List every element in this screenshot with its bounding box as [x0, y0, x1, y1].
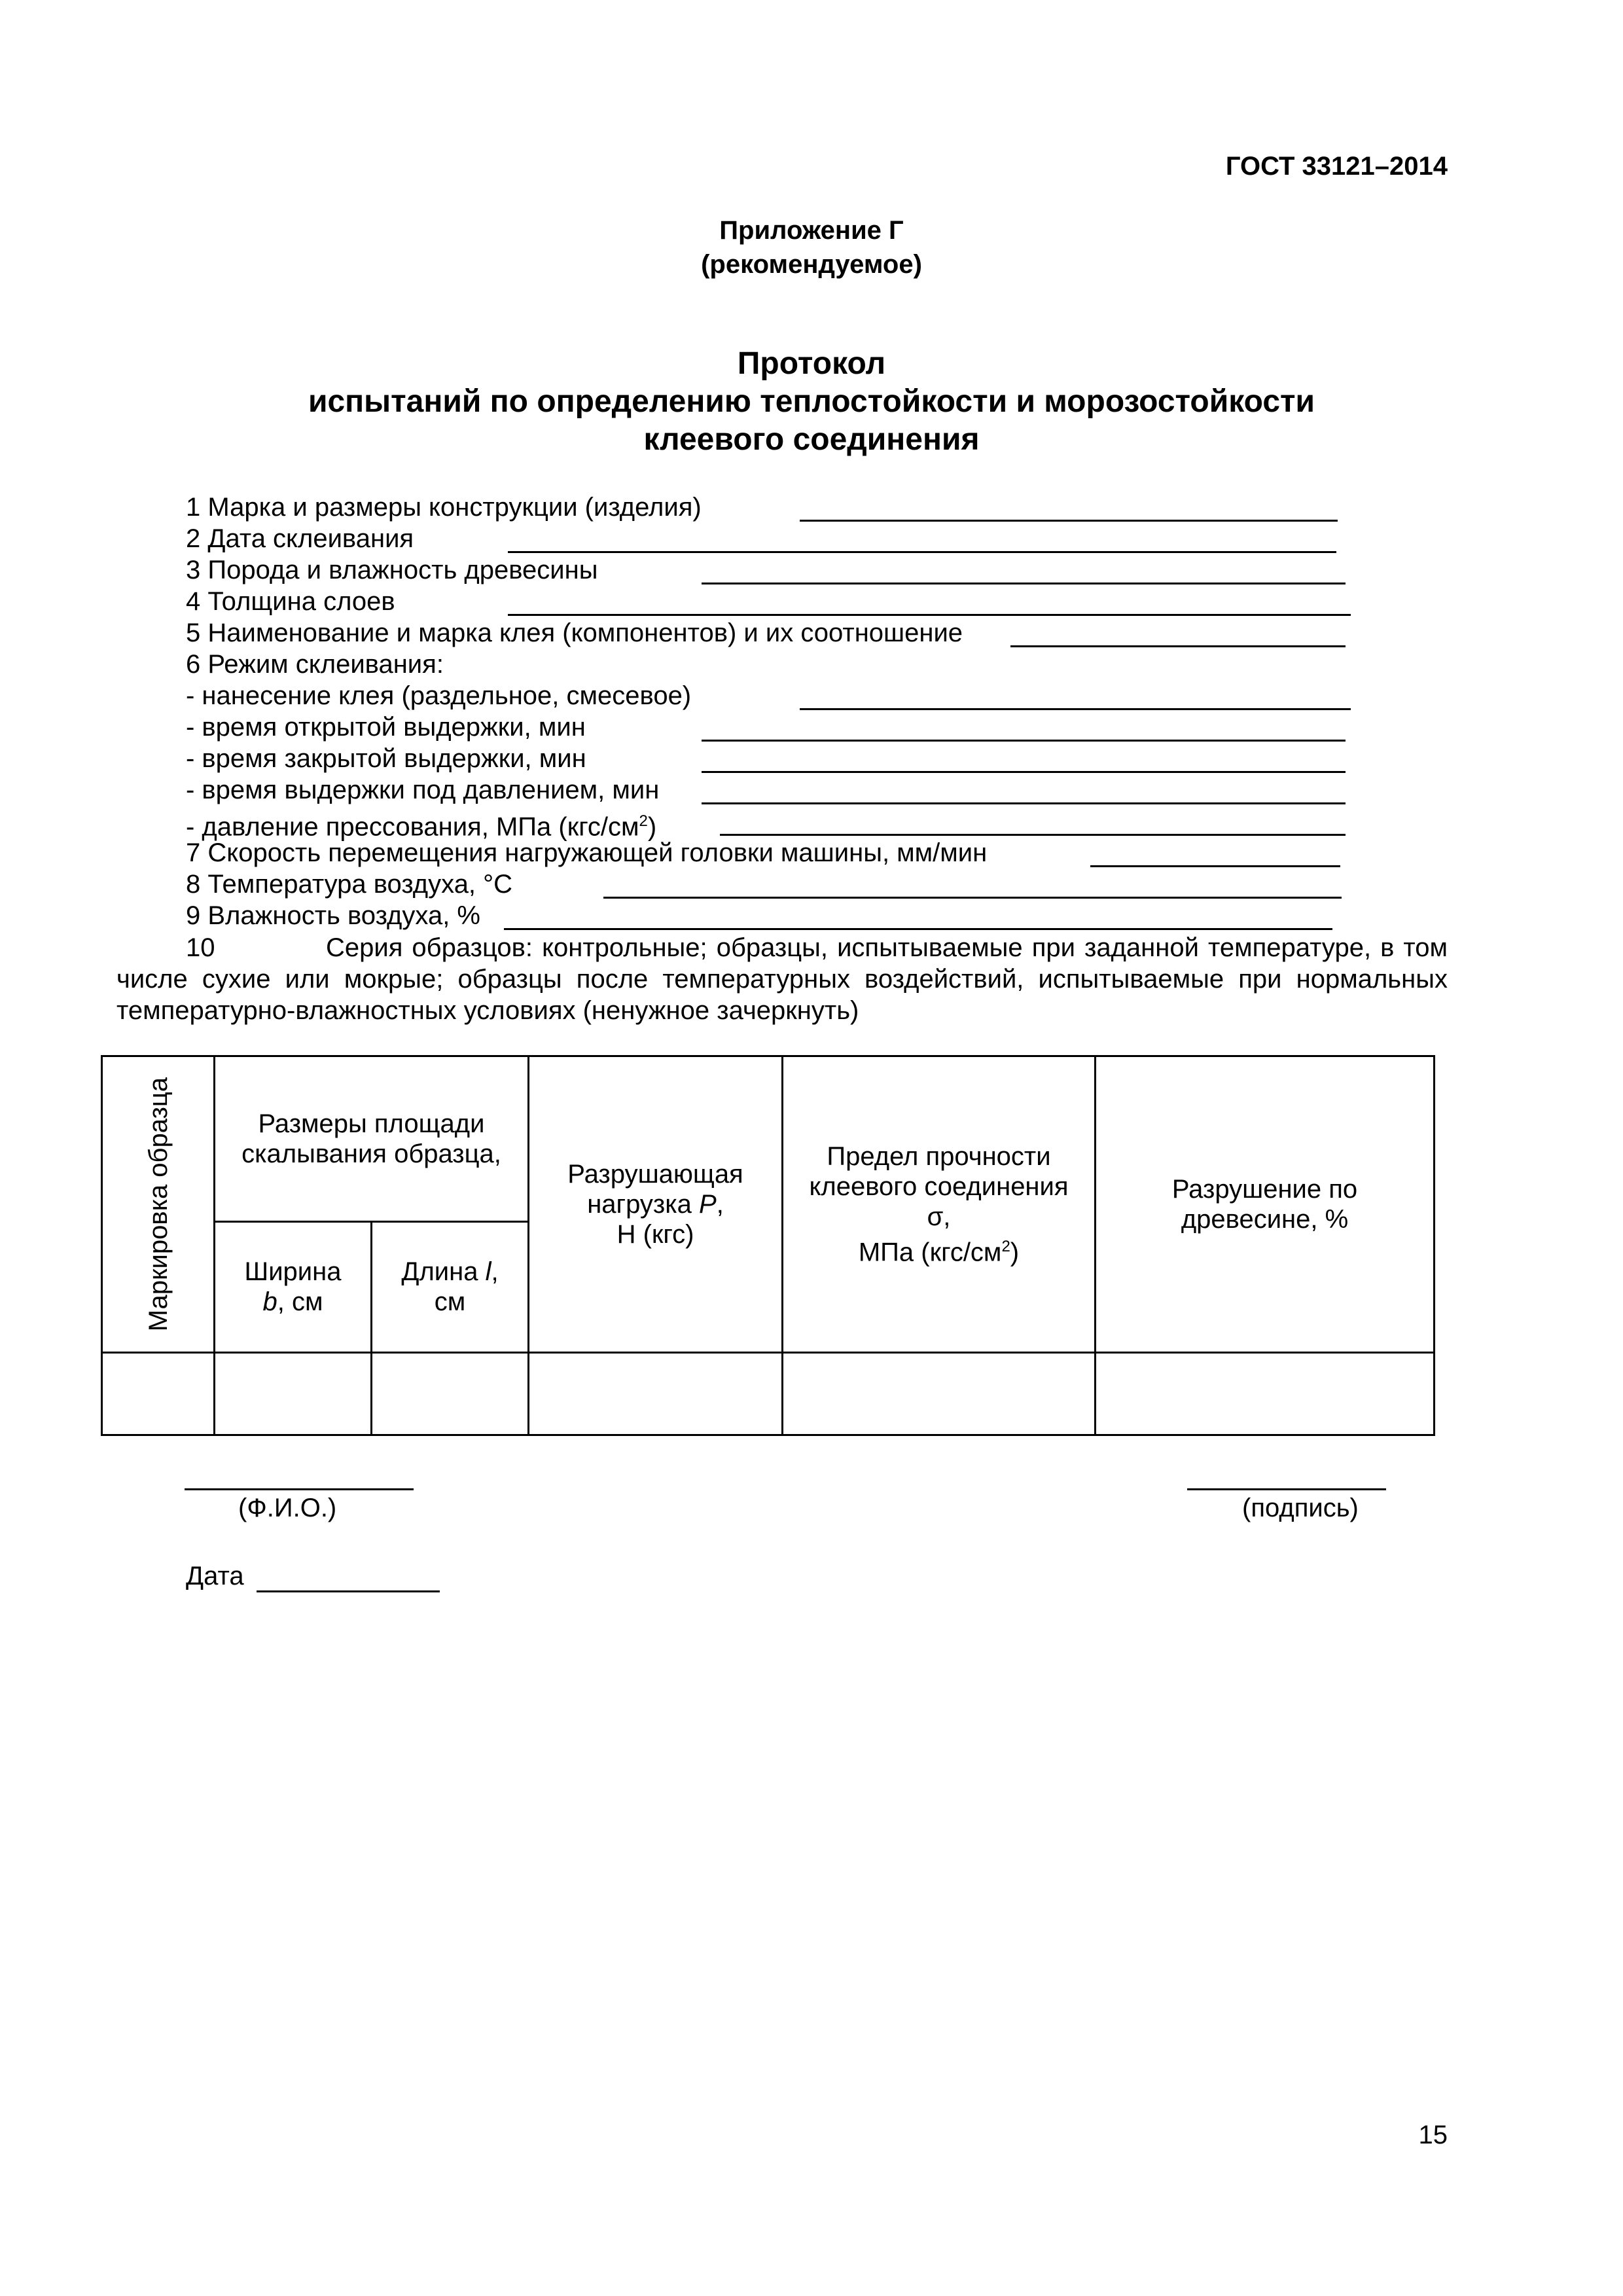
field-3-line[interactable]: [702, 583, 1346, 584]
standard-code: ГОСТ 33121–2014: [1225, 152, 1448, 181]
paragraph-10-number: 10: [186, 933, 215, 962]
field-7-line[interactable]: [1090, 865, 1340, 867]
table-row: [102, 1352, 1435, 1435]
field-6b-label: - время открытой выдержки, мин: [186, 713, 586, 742]
header-load: Разрушающая нагрузка P, Н (кгс): [529, 1056, 783, 1353]
field-2-line[interactable]: [508, 551, 1336, 553]
document-subtitle-line2: клеевого соединения: [643, 422, 980, 457]
field-6d-line[interactable]: [702, 802, 1346, 804]
cell-load[interactable]: [529, 1352, 783, 1435]
field-6a-label: - нанесение клея (раздельное, смесевое): [186, 681, 692, 710]
field-6b-line[interactable]: [702, 740, 1346, 742]
signature-line[interactable]: [1187, 1488, 1386, 1490]
fio-label: (Ф.И.О.): [238, 1494, 337, 1522]
paragraph-10-text: Серия образцов: контрольные; образцы, испытываемые при заданной температуре, в том числе сухие или мокрые; образцы после температурных воздействий, испытываемые при нормальных температурно-влажностных условиях (ненужное зачеркнуть): [116, 933, 1448, 1025]
cell-length[interactable]: [372, 1352, 529, 1435]
field-6d-label: - время выдержки под давлением, мин: [186, 776, 660, 804]
fio-line[interactable]: [185, 1488, 414, 1490]
header-width: Ширина b, см: [215, 1221, 372, 1352]
header-area: Размеры площади скалывания образца,: [215, 1056, 529, 1222]
field-4-line[interactable]: [508, 614, 1351, 616]
field-9-line[interactable]: [504, 928, 1332, 930]
field-2-label: 2 Дата склеивания: [186, 524, 414, 553]
field-6e-label: - давление прессования, МПа $(кгс/см^2)$: [186, 812, 657, 842]
field-8-label: 8 Температура воздуха, °С: [186, 870, 513, 899]
cell-wood-failure[interactable]: [1096, 1352, 1435, 1435]
field-6c-label: - время закрытой выдержки, мин: [186, 744, 586, 773]
signature-label: (подпись): [1242, 1494, 1359, 1522]
date-label: Дата: [186, 1562, 244, 1590]
field-6c-line[interactable]: [702, 771, 1346, 773]
field-9-label: 9 Влажность воздуха, %: [186, 901, 480, 930]
field-1-label: 1 Марка и размеры конструкции (изделия): [186, 493, 702, 522]
field-8-line[interactable]: [603, 897, 1342, 899]
field-7-label: 7 Скорость перемещения нагружающей головки машины, мм/мин: [186, 838, 988, 867]
date-line[interactable]: [257, 1590, 440, 1592]
header-marking: Маркировка образца: [102, 1056, 215, 1353]
field-6-label: 6 Режим склеивания:: [186, 650, 444, 679]
header-wood-failure: Разрушение по древесине, %: [1096, 1056, 1435, 1353]
page-number: 15: [1418, 2121, 1448, 2149]
cell-marking[interactable]: [102, 1352, 215, 1435]
document-title: Протокол: [737, 346, 886, 381]
field-6a-line[interactable]: [800, 708, 1351, 710]
field-6e-line[interactable]: [720, 834, 1346, 836]
results-table: [101, 1055, 1433, 1436]
appendix-status: (рекомендуемое): [701, 250, 922, 279]
paragraph-10: [116, 932, 1448, 1026]
field-3-label: 3 Порода и влажность древесины: [186, 556, 598, 584]
cell-strength[interactable]: [783, 1352, 1096, 1435]
field-5-label: 5 Наименование и марка клея (компонентов) и их соотношение: [186, 619, 963, 647]
appendix-title: Приложение Г: [719, 216, 904, 245]
cell-width[interactable]: [215, 1352, 372, 1435]
field-4-label: 4 Толщина слоев: [186, 587, 395, 616]
document-subtitle-line1: испытаний по определению теплостойкости и морозостойкости: [308, 384, 1315, 419]
header-strength: Предел прочности клеевого соединения σ, МПа $(кгс/см^2)$: [783, 1056, 1096, 1353]
header-length: Длина l, см: [372, 1221, 529, 1352]
field-1-line[interactable]: [800, 520, 1338, 522]
field-5-line[interactable]: [1010, 645, 1346, 647]
